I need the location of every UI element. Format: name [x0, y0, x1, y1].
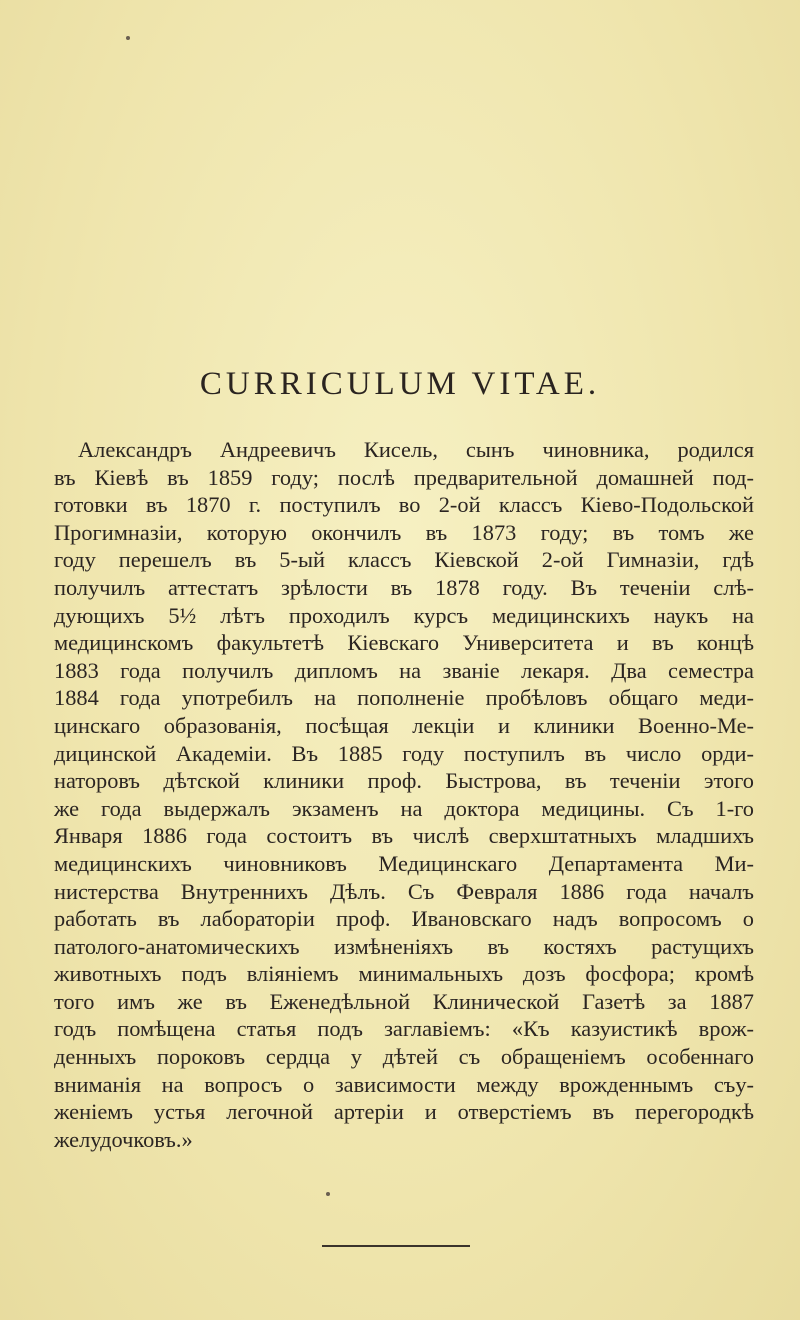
ink-speck	[126, 36, 130, 40]
text-line: готовки въ 1870 г. поступилъ во 2-ой классъ Кіево-Подольской	[54, 492, 754, 518]
text-line: женіемъ устья легочной артеріи и отверстіемъ въ перегородкѣ	[54, 1099, 754, 1125]
text-line: денныхъ пороковъ сердца у дѣтей съ обращеніемъ особеннаго	[54, 1044, 754, 1070]
text-line: вниманія на вопросъ о зависимости между врожденнымъ съу-	[54, 1071, 754, 1097]
text-line: въ Кіевѣ въ 1859 году; послѣ предварительной домашней под-	[54, 464, 754, 490]
ink-speck	[326, 1192, 330, 1196]
text-line: медицинскомъ факультетѣ Кіевскаго Университета и въ концѣ	[54, 630, 754, 656]
text-line: дицинской Академіи. Въ 1885 году поступилъ въ число орди-	[54, 740, 754, 766]
text-line: 1883 года получилъ дипломъ на званіе лекаря. Два семестра	[54, 657, 754, 683]
text-line: того имъ же въ Еженедѣльной Клинической Газетѣ за 1887	[54, 988, 754, 1014]
text-line: дующихъ 5½ лѣтъ проходилъ курсъ медицинскихъ наукъ на	[54, 602, 754, 628]
page-title: CURRICULUM VITAE.	[199, 366, 601, 402]
text-line: Прогимназіи, которую окончилъ въ 1873 году; въ томъ же	[54, 519, 754, 545]
text-line: году перешелъ въ 5-ый классъ Кіевской 2-ой Гимназіи, гдѣ	[54, 547, 754, 573]
text-line: нистерства Внутреннихъ Дѣлъ. Съ Февраля 1886 года началъ	[54, 878, 754, 904]
text-line: же года выдержалъ экзаменъ на доктора медицины. Съ 1-го	[54, 795, 754, 821]
text-line: получилъ аттестатъ зрѣлости въ 1878 году. Въ теченіи слѣ-	[54, 574, 754, 600]
text-line: желудочковъ.»	[54, 1126, 193, 1152]
biography-paragraph	[54, 436, 754, 1153]
text-line: годъ помѣщена статья подъ заглавіемъ: «Къ казуистикѣ врож-	[54, 1016, 754, 1042]
text-line: животныхъ подъ вліяніемъ минимальныхъ дозъ фосфора; кромѣ	[54, 961, 754, 987]
text-line: цинскаго образованія, посѣщая лекціи и клиники Военно-Ме-	[54, 712, 754, 738]
text-line: Александръ Андреевичъ Кисель, сынъ чиновника, родился	[78, 437, 754, 462]
text-line: медицинскихъ чиновниковъ Медицинскаго Департамента Ми-	[54, 850, 754, 876]
text-line: работать въ лабораторіи проф. Ивановскаго надъ вопросомъ о	[54, 906, 754, 932]
text-line: Января 1886 года состоитъ въ числѣ сверхштатныхъ младшихъ	[54, 823, 754, 849]
text-line: 1884 года употребилъ на пополненіе пробѣловъ общаго меди-	[54, 685, 754, 711]
closing-rule	[322, 1245, 470, 1247]
text-line: наторовъ дѣтской клиники проф. Быстрова, въ теченіи этого	[54, 768, 754, 794]
text-line: патолого-анатомическихъ измѣненіяхъ въ костяхъ растущихъ	[54, 933, 754, 959]
